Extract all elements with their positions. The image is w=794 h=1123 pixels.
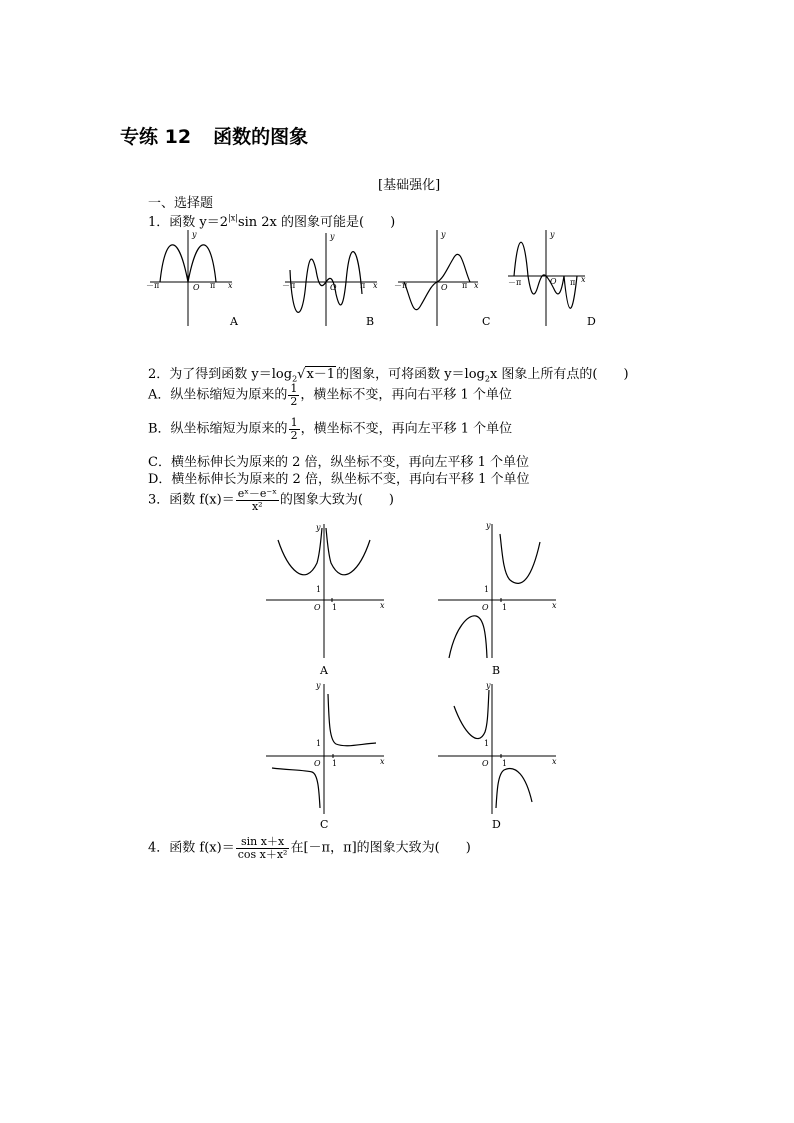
q2-option-a xyxy=(148,383,512,407)
q3b-x-label: x xyxy=(552,601,557,610)
q1-graph-b xyxy=(282,232,378,328)
graph-c-x-label: x xyxy=(474,281,479,290)
q3a-x-label: x xyxy=(380,601,385,610)
q3a-origin: O xyxy=(314,603,321,612)
graph-d-x-label: x xyxy=(581,275,586,284)
q3c-one-y: 1 xyxy=(316,739,322,748)
section-subhead: [基础强化] xyxy=(378,178,441,193)
q3c-x-label: x xyxy=(380,757,385,766)
q2-opt-a-post: ，横坐标不变，再向右平移 1 个单位 xyxy=(300,387,512,403)
graph-a-y-label: y xyxy=(192,230,197,239)
q3b-curve-right xyxy=(500,534,540,583)
q3b-one-y: 1 xyxy=(484,585,490,594)
q1-suffix: sin 2x 的图象可能是( ) xyxy=(237,215,396,230)
graph-b-pi: π xyxy=(360,281,366,290)
q2-option-d: D．横坐标伸长为原来的 2 倍，纵坐标不变，再向右平移 1 个单位 xyxy=(148,472,530,487)
q3c-curve-right xyxy=(328,694,376,746)
q3c-origin: O xyxy=(314,759,321,768)
q2-option-c: C．横坐标伸长为原来的 2 倍，纵坐标不变，再向左平移 1 个单位 xyxy=(148,455,530,470)
q3a-one-y: 1 xyxy=(316,585,322,594)
q3-option-a: A xyxy=(320,664,328,677)
q3-prefix: 3．函数 f(x)＝ xyxy=(148,492,235,508)
q4-frac-den: cos x＋x² xyxy=(237,847,288,861)
section-label: 一、选择题 xyxy=(148,196,214,211)
q2-opt-b-frac-num: 1 xyxy=(290,416,298,429)
q1-graph-a xyxy=(146,230,239,328)
graph-c-neg-pi: －π xyxy=(394,281,408,290)
graph-b-neg-pi: －π xyxy=(282,281,296,290)
q3-graph-a xyxy=(266,523,385,677)
q2-suffix: x 图象上所有点的( ) xyxy=(489,367,629,382)
q3-graph-d xyxy=(438,681,557,831)
q4-fraction xyxy=(236,836,290,860)
q3b-origin: O xyxy=(482,603,489,612)
q2-prefix: 2．为了得到函数 y＝log xyxy=(148,367,293,382)
q1-prefix: 1．函数 y＝2 xyxy=(148,215,229,230)
q3-option-c: C xyxy=(320,818,329,831)
q3-option-d: D xyxy=(492,818,501,831)
q3-graph-c xyxy=(266,681,385,831)
q3a-curve-left xyxy=(278,528,322,575)
graph-d-origin: O xyxy=(550,277,557,286)
graph-d-neg-pi: －π xyxy=(508,278,522,287)
q2-middle: 的图象，可将函数 y＝log xyxy=(336,367,485,382)
q3a-y-label: y xyxy=(316,523,321,532)
graph-a-origin: O xyxy=(193,283,200,292)
q1-option-b: B xyxy=(366,315,375,328)
q3d-one-x: 1 xyxy=(502,759,508,768)
q3a-one-x: 1 xyxy=(332,603,338,612)
page-title xyxy=(120,122,308,149)
q3d-curve-left xyxy=(454,690,489,739)
graph-b-y-label: y xyxy=(330,232,335,241)
q3-fraction xyxy=(236,488,279,512)
q3d-y-label: y xyxy=(486,681,491,690)
q3b-curve-left xyxy=(449,616,487,658)
q3d-x-label: x xyxy=(552,757,557,766)
q3-frac-den: x² xyxy=(251,499,263,513)
q3b-one-x: 1 xyxy=(502,603,508,612)
q2-opt-b-pre: B．纵坐标缩短为原来的 xyxy=(148,421,288,437)
q2-radicand: x－1 xyxy=(306,367,336,382)
question-4 xyxy=(148,836,471,860)
q2-opt-a-fraction xyxy=(288,383,299,407)
q2-sub2: 2 xyxy=(484,374,490,384)
q1-option-c: C xyxy=(482,315,491,328)
q1-option-d: D xyxy=(587,315,596,328)
q3-graph-b xyxy=(438,521,557,677)
q1-graph-d xyxy=(508,230,596,328)
graph-d-y-label: y xyxy=(550,230,555,239)
q3c-curve-left xyxy=(272,768,320,808)
q2-opt-b-post: ，横坐标不变，再向左平移 1 个单位 xyxy=(300,421,513,437)
q4-prefix: 4．函数 f(x)＝ xyxy=(148,840,235,856)
q3d-one-y: 1 xyxy=(484,739,490,748)
graph-a-x-label: x xyxy=(228,281,233,290)
q3c-one-x: 1 xyxy=(332,759,338,768)
q1-graph-c xyxy=(394,230,490,328)
q2-opt-a-frac-num: 1 xyxy=(290,382,298,395)
q3-graphs xyxy=(260,518,570,838)
title-text: 函数的图象 xyxy=(213,126,309,148)
graph-b-x-label: x xyxy=(373,281,378,290)
q1-exponent: |x| xyxy=(228,213,238,223)
q3c-y-label: y xyxy=(316,681,321,690)
graph-c-pi: π xyxy=(462,281,468,290)
graph-a-neg-pi: －π xyxy=(146,281,160,290)
graph-b-origin: O xyxy=(330,283,337,292)
q4-frac-num: sin x＋x xyxy=(236,836,290,849)
q3d-origin: O xyxy=(482,759,489,768)
q1-option-a: A xyxy=(230,315,238,328)
q2-opt-b-fraction xyxy=(289,417,300,441)
q2-opt-a-frac-den: 2 xyxy=(290,394,298,408)
graph-d-pi: π xyxy=(570,278,576,287)
graph-c-origin: O xyxy=(441,283,448,292)
q2-sub: 2 xyxy=(292,374,298,384)
q2-opt-a-pre: A．纵坐标缩短为原来的 xyxy=(148,387,288,403)
q1-graphs xyxy=(140,225,610,335)
q3b-y-label: y xyxy=(486,521,491,530)
q3-frac-num: eˣ－e⁻ˣ xyxy=(237,487,277,500)
question-2: 2．为了得到函数 $y=\log_2√x-1$的图象，可将函数 $y=\log_2x$ 图象上所有点的( ) xyxy=(148,367,629,384)
graph-a-pi: π xyxy=(210,281,216,290)
q2-option-b xyxy=(148,417,512,441)
q3d-curve-right xyxy=(496,768,532,808)
q3-suffix: 的图象大致为( ) xyxy=(279,492,395,508)
title-number: 专练 12 xyxy=(120,126,192,148)
q4-suffix: 在[－π，π]的图象大致为( ) xyxy=(290,840,471,856)
q3a-curve-right xyxy=(326,528,370,575)
question-3 xyxy=(148,488,394,512)
q3-option-b: B xyxy=(492,664,501,677)
graph-c-y-label: y xyxy=(441,230,446,239)
q2-opt-b-frac-den: 2 xyxy=(290,428,298,442)
